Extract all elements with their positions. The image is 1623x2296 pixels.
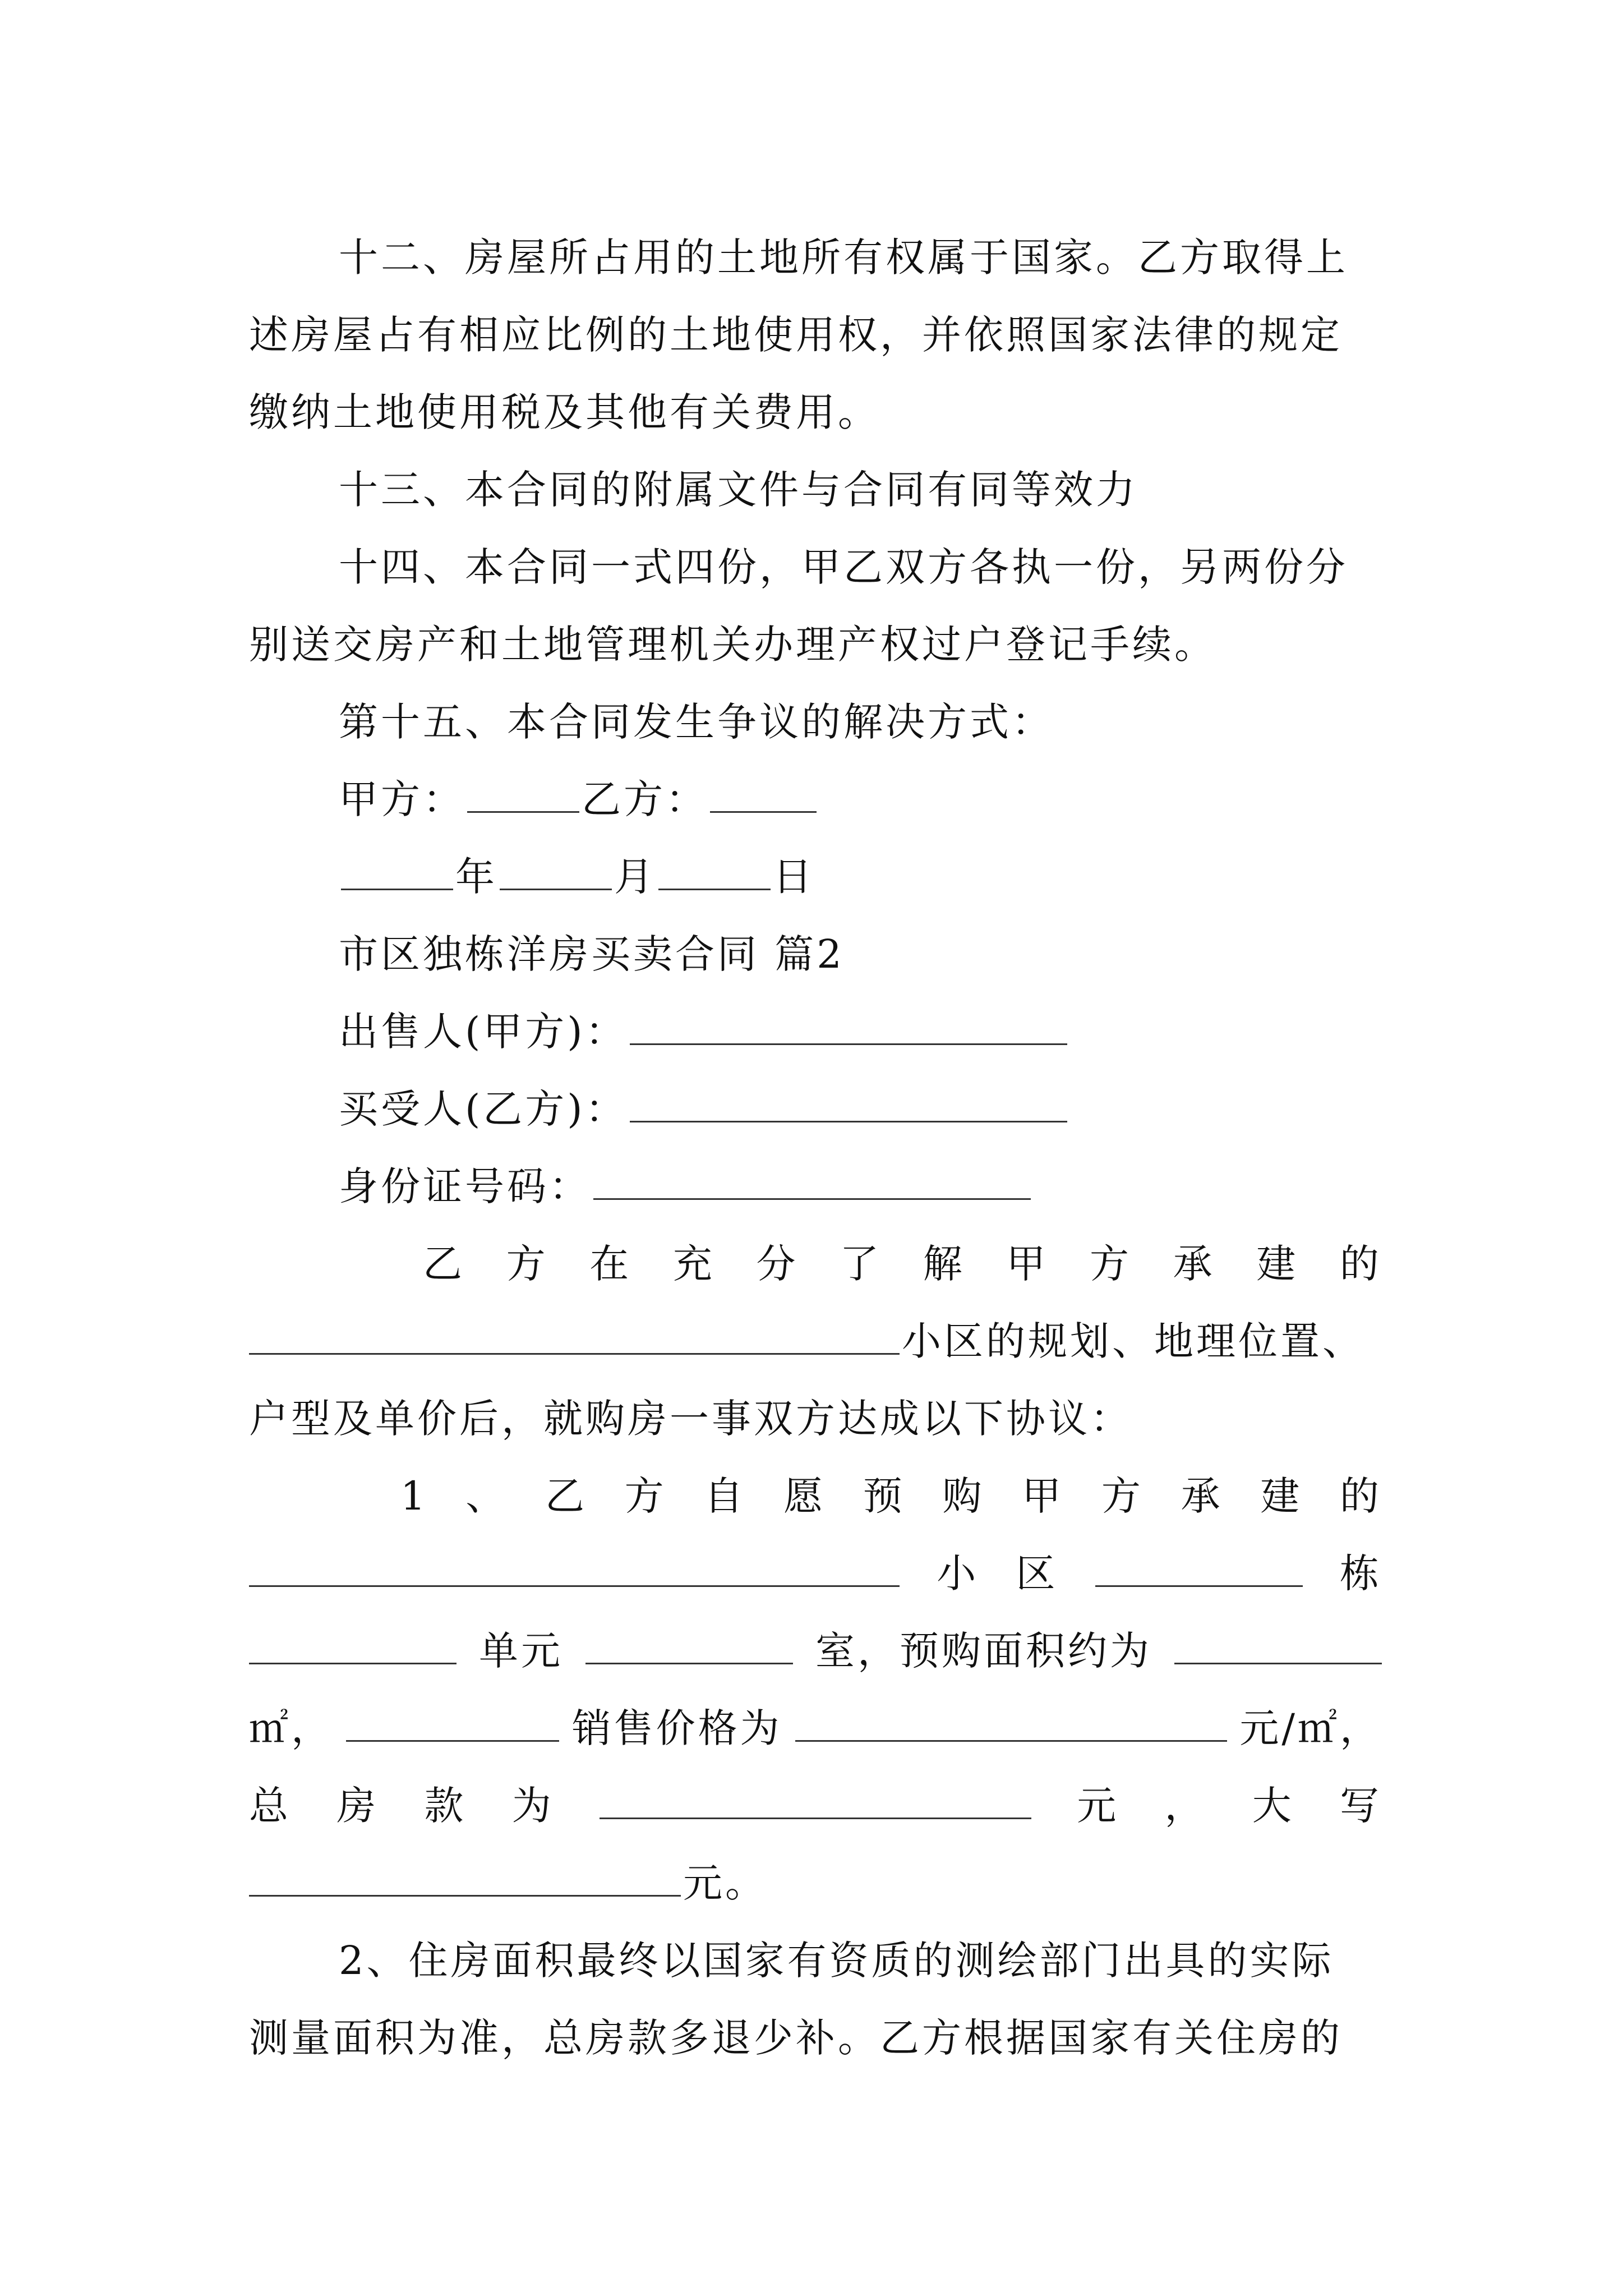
char: 乙 [423,1241,465,1287]
clause-12-line-2: 述房屋占有相应比例的土地使用权，并依照国家法律的规定 [249,312,1343,358]
party-b-blank [710,772,817,813]
clause-14-line-2: 别送交房产和土地管理机关办理产权过户登记手续。 [249,622,1216,668]
char: 方 [1090,1241,1132,1287]
char: 大 [1252,1783,1294,1829]
buyer-blank [630,1082,1067,1122]
id-number-label: 身份证号码： [339,1163,591,1209]
clause-12-line-3: 缴纳土地使用税及其他有关费用。 [249,389,880,435]
party-a-blank [467,772,579,813]
buyer-line [249,1070,1382,1148]
preamble-line-2 [249,1303,1382,1380]
preamble-text: 小区的规划、地理位置、 [902,1318,1364,1364]
item-1-line-6 [249,1844,1382,1922]
area-blank [1174,1623,1382,1664]
day-label: 日 [773,854,815,900]
contract-title: 市区独栋洋房买卖合同 篇2 [339,931,845,977]
seller-label: 出售人(甲方)： [339,1009,628,1055]
sqm-label: ㎡， [249,1705,333,1751]
char: 了 [840,1241,882,1287]
char: 写 [1340,1783,1382,1829]
unit-label: 单元 [479,1628,563,1674]
signature-line [249,761,1382,838]
community-blank [249,1314,900,1355]
extra-blank [346,1701,559,1742]
unit-blank [249,1623,457,1664]
price-unit-label: 元/㎡， [1239,1705,1382,1751]
yuan-label: 元。 [683,1860,767,1906]
char: 承 [1181,1473,1223,1519]
char: 区 [1016,1550,1058,1596]
seller-line [249,993,1382,1070]
year-label: 年 [455,854,497,900]
clause-15: 第十五、本合同发生争议的解决方式： [339,699,1054,745]
char: 房 [336,1783,379,1829]
room-blank [585,1623,793,1664]
preamble-line-3: 户型及单价后，就购房一事双方达成以下协议： [249,1396,1132,1442]
char: 方 [624,1473,667,1519]
document-body [249,219,1382,2077]
clause-13: 十三、本合同的附属文件与合同有同等效力 [339,467,1138,513]
char: 购 [942,1473,985,1519]
char: 乙 [545,1473,587,1519]
char: 自 [704,1473,746,1519]
char: 充 [672,1241,715,1287]
item-1-line-2 [249,1535,1382,1612]
item-1-line-4 [249,1690,1382,1767]
char: 愿 [783,1473,826,1519]
clause-12-line-1: 十二、房屋所占用的土地所有权属于国家。乙方取得上 [339,234,1348,280]
char: 为 [511,1783,554,1829]
building-blank [1095,1546,1303,1587]
year-blank [341,849,453,890]
item-1-line-5 [249,1767,1382,1844]
item-1-line-1 [249,1457,1382,1535]
room-area-label: 室，预购面积约为 [815,1628,1152,1674]
party-b-label: 乙方： [582,776,708,822]
char: ， [1164,1783,1207,1829]
month-label: 月 [614,854,656,900]
char: 解 [923,1241,965,1287]
char: 承 [1173,1241,1215,1287]
char: 预 [863,1473,905,1519]
price-label: 销售价格为 [571,1705,782,1751]
community-blank-2 [249,1546,900,1587]
item-1-line-3 [249,1612,1382,1690]
seller-blank [630,1004,1067,1045]
char: 的 [1339,1473,1382,1519]
party-a-label: 甲方： [339,776,465,822]
item-2-line-1: 2、住房面积最终以国家有资质的测绘部门出具的实际 [339,1938,1334,1984]
char: 款 [424,1783,467,1829]
amount-in-words-blank [249,1856,681,1897]
char: 总 [249,1783,291,1829]
id-number-line [249,1148,1382,1225]
char: 元 [1077,1783,1119,1829]
char: 栋 [1340,1550,1382,1596]
price-blank [795,1701,1227,1742]
char: 的 [1339,1241,1382,1287]
char: 小 [937,1550,979,1596]
buyer-label: 买受人(乙方)： [339,1086,628,1132]
total-price-blank [600,1778,1031,1819]
char: 方 [1101,1473,1144,1519]
id-number-blank [593,1159,1031,1200]
char: 甲 [1006,1241,1049,1287]
char: 、 [465,1473,508,1519]
item-2-line-2: 测量面积为准，总房款多退少补。乙方根据国家有关住房的 [249,2015,1343,2061]
month-blank [500,849,612,890]
char: 建 [1260,1473,1303,1519]
day-blank [658,849,771,890]
char: 方 [506,1241,548,1287]
char: 建 [1256,1241,1299,1287]
char: 甲 [1022,1473,1064,1519]
preamble-line-1 [249,1225,1382,1303]
char: 在 [589,1241,632,1287]
char: 1 [400,1473,428,1519]
date-line [249,838,1382,915]
char: 分 [756,1241,799,1287]
clause-14-line-1: 十四、本合同一式四份，甲乙双方各执一份，另两份分 [339,544,1348,590]
